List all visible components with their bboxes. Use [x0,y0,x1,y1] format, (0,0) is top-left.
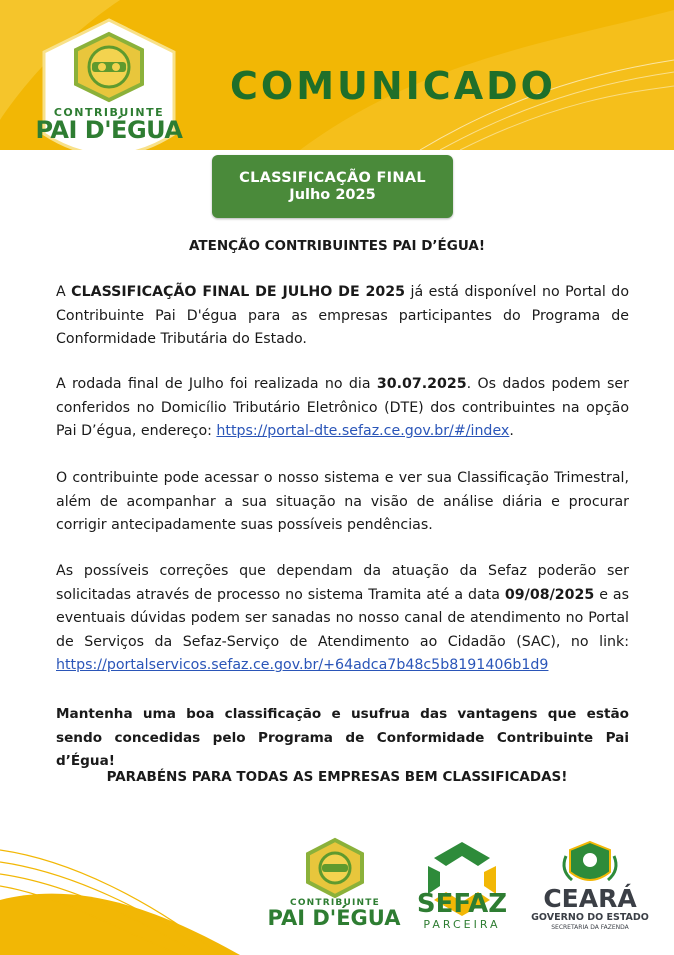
paragraph-5: Mantenha uma boa classificação e usufrua das vantagens que estão sendo concedidas pelo Programa de Conformidade Contribuinte Pai d’Égua! [56,706,629,769]
ceara-secretariat: SECRETARIA DA FAZENDA [551,924,629,931]
footer-logo1-title: PAI D'ÉGUA [267,906,401,930]
p1-bold: CLASSIFICAÇÃO FINAL DE JULHO DE 2025 [71,284,406,300]
ceara-title: CEARÁ [543,884,637,913]
sefaz-title: SEFAZ [416,889,508,919]
sac-services-link[interactable]: https://portalservicos.sefaz.ce.gov.br/+64adca7b48c5b8191406b1d9 [56,657,549,673]
banner-line-2: Julho 2025 [289,187,376,203]
p4-text-c: e as eventuais dúvidas podem ser sanadas no nosso canal de atendimento no Portal de Serviços da Sefaz-Serviço de Atendimento ao Cidadão (SAC), no link: [56,586,629,650]
p1-text-c: já está disponível no Portal do Contribuinte Pai D'égua para as empresas participantes do Programa de Conformidade Tributária do Estado. [56,284,629,347]
footer-logo1-subtitle: CONTRIBUINTE [290,898,380,908]
p2-date: 30.07.2025 [376,376,467,392]
p4-text-a: As possíveis correções que dependam da atuação da Sefaz poderão ser solicitadas através de processo no sistema Tramita até a data [56,563,629,603]
logo-subtitle: CONTRIBUINTE [53,106,165,119]
banner-line-1: CLASSIFICAÇÃO FINAL [239,170,426,186]
attention-heading: ATENÇÃO CONTRIBUINTES PAI D’ÉGUA! [188,238,485,254]
sefaz-subtitle: PARCEIRA [423,918,501,931]
p2-text-a: A rodada final de Julho foi realizada no dia [56,376,377,392]
page-title: COMUNICADO [230,64,556,108]
logo-title: PAI D'ÉGUA [35,116,183,144]
closing-message: PARABÉNS PARA TODAS AS EMPRESAS BEM CLASSIFICADAS! [106,769,568,785]
paragraph-4 [56,560,629,678]
ceara-government: GOVERNO DO ESTADO [531,912,649,923]
p1-text-a: A [56,284,72,300]
p4-date: 09/08/2025 [504,586,595,603]
paragraph-1 [56,281,629,352]
p2-text-d: . [509,423,514,439]
paragraph-3: O contribuinte pode acessar o nosso sistema e ver sua Classificação Trimestral, além de acompanhar a sua situação na visão de análise diária e procurar corrigir antecipadamente suas possíveis pendências. [56,470,629,533]
header-band [0,0,674,150]
p2-text-c: . Os dados podem ser conferidos no Domicílio Tributário Eletrônico (DTE) dos contribuintes na opção Pai D’égua, endereço: [56,376,629,439]
dte-portal-link[interactable]: https://portal-dte.sefaz.ce.gov.br/#/index [216,423,510,439]
paragraph-2 [56,373,629,444]
classification-banner [212,155,453,218]
